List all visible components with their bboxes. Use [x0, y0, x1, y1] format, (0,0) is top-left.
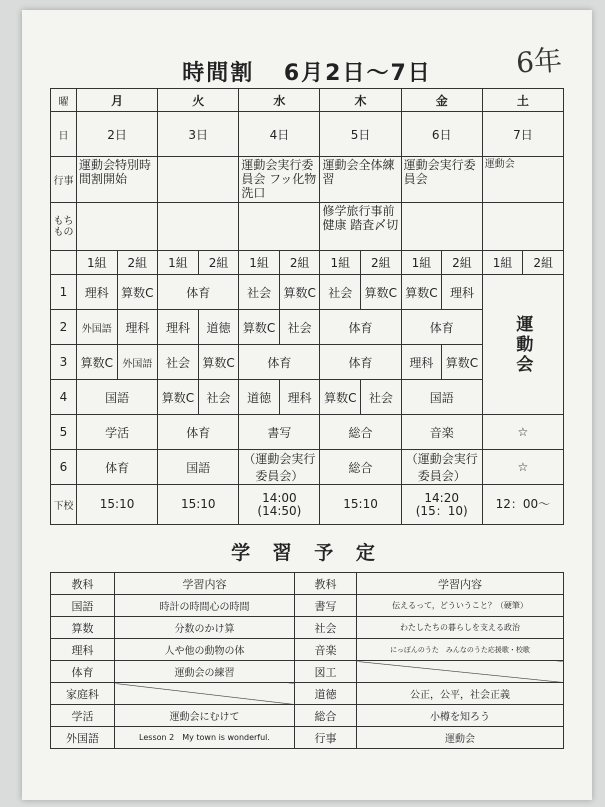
group-1: 1組: [401, 251, 442, 275]
lesson-cell: 外国語: [77, 310, 118, 345]
plan-content: 分数のかけ算: [115, 617, 295, 639]
plan-subject: 外国語: [51, 727, 115, 749]
lesson-cell: 算数C: [117, 275, 158, 310]
plan-row: [51, 639, 564, 661]
plan-header-row: [51, 573, 564, 595]
lesson-cell: 体育: [158, 415, 239, 450]
plan-content: 人や他の動物の体: [115, 639, 295, 661]
plan-subject: 図工: [295, 661, 357, 683]
lesson-cell: 国語: [401, 380, 482, 415]
plan-row: [51, 595, 564, 617]
title-main: 時間割: [182, 61, 255, 86]
plan-subject: 道徳: [295, 683, 357, 705]
lesson-cell: 理科: [279, 380, 320, 415]
date-row: [51, 112, 564, 157]
lesson-cell: 体育: [77, 450, 158, 485]
lesson-cell: 社会: [158, 345, 199, 380]
weekday-wed: 水: [239, 89, 320, 112]
star-mark: ☆: [482, 450, 563, 485]
lesson-cell: 算数C: [158, 380, 199, 415]
dismissal-sat: 12：00〜: [482, 485, 563, 525]
plan-content: 運動会の練習: [115, 661, 295, 683]
sat-sports-day-label: 運動会: [512, 314, 533, 375]
group-2: 2組: [279, 251, 320, 275]
lesson-cell: 社会: [279, 310, 320, 345]
period-number: 3: [51, 345, 77, 380]
lesson-cell: 算数C: [401, 275, 442, 310]
lesson-cell: 理科: [401, 345, 442, 380]
lesson-cell: 音楽: [401, 415, 482, 450]
group-1: 1組: [158, 251, 199, 275]
plan-row: [51, 617, 564, 639]
plan-row: [51, 683, 564, 705]
lesson-cell: 道徳: [198, 310, 239, 345]
dismissal-row: [51, 485, 564, 525]
period-number: 6: [51, 450, 77, 485]
lesson-cell: 体育: [158, 275, 239, 310]
lesson-cell: 算数C: [279, 275, 320, 310]
dismissal-wed-sub: (14:50): [257, 503, 302, 518]
lesson-cell: 理科: [77, 275, 118, 310]
star-mark: ☆: [482, 415, 563, 450]
period-number: 5: [51, 415, 77, 450]
period-row-5: [51, 415, 564, 450]
plan-content: 運動会: [357, 727, 564, 749]
study-plan-table: [50, 572, 564, 749]
events-sat: 運動会: [482, 157, 563, 203]
lesson-cell: 社会: [320, 275, 361, 310]
lesson-cell: （運動会実行委員会）: [401, 450, 482, 485]
plan-content: 伝えるって，どういうこと？（硬筆）: [357, 595, 564, 617]
lesson-cell: 理科: [442, 275, 483, 310]
items-sat: [482, 203, 563, 251]
handwritten-grade-note: 6年: [515, 43, 564, 80]
plan-header-content: 学習内容: [357, 573, 564, 595]
items-row: [51, 203, 564, 251]
lesson-cell: 総合: [320, 450, 401, 485]
group-header-row: [51, 251, 564, 275]
lesson-cell: （運動会実行委員会）: [239, 450, 320, 485]
plan-row: [51, 661, 564, 683]
date-wed: 4日: [239, 112, 320, 157]
plan-subject: 音楽: [295, 639, 357, 661]
plan-row: [51, 727, 564, 749]
plan-subject: 理科: [51, 639, 115, 661]
period-number: 1: [51, 275, 77, 310]
group-2: 2組: [117, 251, 158, 275]
date-fri: 6日: [401, 112, 482, 157]
plan-content: にっぽんのうた みんなのうた応援歌・校歌: [357, 639, 564, 661]
timetable: [50, 88, 564, 525]
group-2: 2組: [523, 251, 564, 275]
date-mon: 2日: [77, 112, 158, 157]
lesson-cell: 算数C: [442, 345, 483, 380]
weekday-label: 曜: [51, 89, 77, 112]
events-mon: 運動会特別時間割開始: [77, 157, 158, 203]
plan-content: 小樽を知ろう: [357, 705, 564, 727]
plan-subject: 総合: [295, 705, 357, 727]
lesson-cell: 算数C: [77, 345, 118, 380]
group-1: 1組: [320, 251, 361, 275]
events-label: 行事: [51, 157, 77, 203]
items-mon: [77, 203, 158, 251]
events-fri: 運動会実行委員会: [401, 157, 482, 203]
weekday-thu: 木: [320, 89, 401, 112]
plan-subject: 行事: [295, 727, 357, 749]
plan-header-subject: 教科: [295, 573, 357, 595]
weekday-fri: 金: [401, 89, 482, 112]
date-tue: 3日: [158, 112, 239, 157]
lesson-cell: 国語: [158, 450, 239, 485]
plan-subject: 学活: [51, 705, 115, 727]
date-sat: 7日: [482, 112, 563, 157]
plan-content: 公正，公平，社会正義: [357, 683, 564, 705]
lesson-cell: 理科: [117, 310, 158, 345]
lesson-cell: 体育: [239, 345, 320, 380]
events-wed: 運動会実行委員会 フッ化物洗口: [239, 157, 320, 203]
plan-subject: 体育: [51, 661, 115, 683]
events-tue: [158, 157, 239, 203]
date-thu: 5日: [320, 112, 401, 157]
events-row: [51, 157, 564, 203]
lesson-cell: 書写: [239, 415, 320, 450]
plan-title: 学 習 予 定: [231, 542, 383, 564]
lesson-cell: 学活: [77, 415, 158, 450]
lesson-cell: 社会: [198, 380, 239, 415]
lesson-cell: 算数C: [361, 275, 402, 310]
schedule-sheet: [22, 10, 592, 800]
page-title: [22, 56, 592, 87]
plan-row: [51, 705, 564, 727]
items-tue: [158, 203, 239, 251]
group-2: 2組: [442, 251, 483, 275]
dismissal-fri-sub: (15：10): [415, 503, 468, 518]
weekday-row: [51, 89, 564, 112]
plan-content: 時計の時間心の時間: [115, 595, 295, 617]
lesson-cell: 体育: [401, 310, 482, 345]
weekday-mon: 月: [77, 89, 158, 112]
group-1: 1組: [482, 251, 523, 275]
plan-subject: 書写: [295, 595, 357, 617]
lesson-cell: 国語: [77, 380, 158, 415]
plan-content: 運動会にむけて: [115, 705, 295, 727]
date-label: 日: [51, 112, 77, 157]
lesson-cell: 理科: [158, 310, 199, 345]
lesson-cell: 算数C: [320, 380, 361, 415]
dismissal-wed-time: 14:00: [262, 490, 297, 505]
lesson-cell: 社会: [239, 275, 280, 310]
group-2: 2組: [198, 251, 239, 275]
plan-subject: 算数: [51, 617, 115, 639]
plan-content-empty: [357, 661, 564, 683]
weekday-tue: 火: [158, 89, 239, 112]
group-2: 2組: [361, 251, 402, 275]
lesson-cell: 総合: [320, 415, 401, 450]
weekday-sat: 土: [482, 89, 563, 112]
dismissal-mon: 15:10: [77, 485, 158, 525]
items-label: もちもの: [51, 203, 77, 251]
events-thu: 運動会全体練習: [320, 157, 401, 203]
dismissal-fri: [401, 485, 482, 525]
lesson-cell: 算数C: [198, 345, 239, 380]
group-1: 1組: [239, 251, 280, 275]
plan-content: わたしたちの暮らしを支える政治: [357, 617, 564, 639]
lesson-cell: 外国語: [117, 345, 158, 380]
period-row-1: [51, 275, 564, 310]
plan-subject: 国語: [51, 595, 115, 617]
period-number: 2: [51, 310, 77, 345]
plan-header-subject: 教科: [51, 573, 115, 595]
plan-content-empty: [115, 683, 295, 705]
plan-subject: 家庭科: [51, 683, 115, 705]
group-1: 1組: [77, 251, 118, 275]
sat-sports-day-block: [482, 275, 563, 415]
dismissal-tue: 15:10: [158, 485, 239, 525]
items-wed: [239, 203, 320, 251]
period-row-6: [51, 450, 564, 485]
items-fri: [401, 203, 482, 251]
lesson-cell: 社会: [361, 380, 402, 415]
lesson-cell: 体育: [320, 310, 401, 345]
title-range: 6月2日〜7日: [283, 61, 432, 86]
lesson-cell: 算数C: [239, 310, 280, 345]
dismissal-thu: 15:10: [320, 485, 401, 525]
period-number: 4: [51, 380, 77, 415]
dismissal-fri-time: 14:20: [424, 490, 459, 505]
lesson-cell: 道徳: [239, 380, 280, 415]
plan-subject: 社会: [295, 617, 357, 639]
items-thu: 修学旅行事前健康 踏査〆切: [320, 203, 401, 251]
dismissal-wed: [239, 485, 320, 525]
dismissal-label: 下校: [51, 485, 77, 525]
plan-content: Lesson 2 My town is wonderful.: [115, 727, 295, 749]
plan-header-content: 学習内容: [115, 573, 295, 595]
lesson-cell: 体育: [320, 345, 401, 380]
